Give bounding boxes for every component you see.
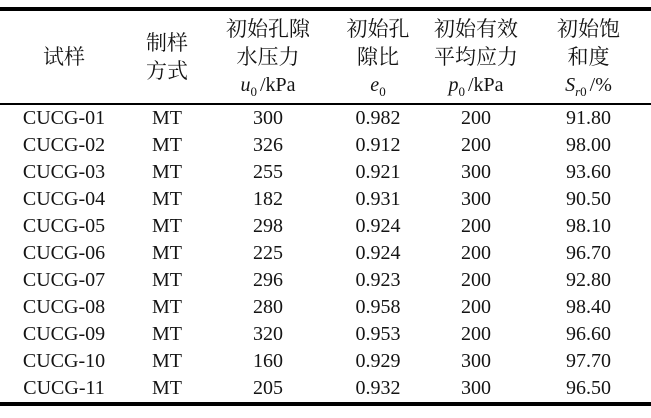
- cell-initial-pore-pressure: 225: [253, 242, 283, 264]
- cell-initial-mean-stress: 300: [461, 161, 491, 183]
- cell-initial-mean-stress: 200: [461, 215, 491, 237]
- cell-initial-pore-pressure: 320: [253, 323, 283, 345]
- cell-prep-method: MT: [152, 350, 182, 372]
- cell-initial-mean-stress: 200: [461, 107, 491, 129]
- cell-initial-mean-stress: 200: [461, 269, 491, 291]
- cell-specimen: CUCG-11: [23, 377, 105, 399]
- cell-initial-pore-pressure: 160: [253, 350, 283, 372]
- cell-prep-method: MT: [152, 161, 182, 183]
- table-body: [0, 104, 651, 404]
- cell-initial-void-ratio: 0.929: [355, 350, 401, 372]
- cell-initial-pore-pressure: 300: [253, 107, 283, 129]
- cell-initial-saturation: 96.50: [566, 377, 611, 399]
- cell-initial-void-ratio: 0.958: [355, 296, 401, 318]
- table-row: [0, 159, 651, 186]
- header-symbol: $S_{r0}$ /%: [565, 74, 612, 99]
- cell-specimen: CUCG-03: [22, 161, 106, 183]
- cell-prep-method: MT: [152, 107, 182, 129]
- table-row: [0, 186, 651, 213]
- cell-prep-method: MT: [152, 242, 182, 264]
- column-header-specimen: [0, 9, 128, 104]
- header-symbol: $p_0$ /kPa: [448, 74, 504, 99]
- initial-conditions-table: [0, 7, 651, 406]
- cell-initial-void-ratio: 0.924: [355, 215, 401, 237]
- column-header-initial-void-ratio: [330, 9, 426, 104]
- table-row: [0, 104, 651, 132]
- cell-prep-method: MT: [152, 215, 182, 237]
- cell-initial-void-ratio: 0.924: [355, 242, 401, 264]
- cell-specimen: CUCG-09: [22, 323, 106, 345]
- header-text: 方式: [146, 59, 188, 83]
- cell-specimen: CUCG-04: [22, 188, 106, 210]
- cell-initial-saturation: 91.80: [566, 107, 611, 129]
- cell-initial-pore-pressure: 326: [253, 134, 283, 156]
- cell-initial-pore-pressure: 255: [253, 161, 283, 183]
- cell-specimen: CUCG-05: [22, 215, 106, 237]
- table-row: [0, 267, 651, 294]
- cell-specimen: CUCG-06: [22, 242, 106, 264]
- cell-initial-void-ratio: 0.921: [355, 161, 401, 183]
- cell-initial-void-ratio: 0.931: [355, 188, 401, 210]
- cell-initial-void-ratio: 0.923: [355, 269, 401, 291]
- header-text: 试样: [43, 45, 85, 69]
- header-text: 水压力: [236, 45, 300, 69]
- cell-initial-mean-stress: 300: [461, 188, 491, 210]
- header-text: 初始饱: [557, 17, 620, 41]
- cell-initial-mean-stress: 300: [461, 350, 491, 372]
- cell-initial-void-ratio: 0.912: [355, 134, 401, 156]
- cell-initial-saturation: 92.80: [566, 269, 611, 291]
- table-row: [0, 375, 651, 404]
- cell-initial-mean-stress: 200: [461, 242, 491, 264]
- cell-specimen: CUCG-01: [22, 107, 106, 129]
- cell-initial-pore-pressure: 205: [253, 377, 283, 399]
- header-text: 初始孔隙: [226, 17, 310, 41]
- table-row: [0, 240, 651, 267]
- cell-prep-method: MT: [152, 377, 182, 399]
- table-wrapper: [0, 7, 651, 406]
- column-header-initial-pore-pressure: [206, 9, 330, 104]
- header-text: 制样: [146, 31, 188, 55]
- column-header-initial-saturation: [526, 9, 651, 104]
- cell-initial-pore-pressure: 298: [253, 215, 283, 237]
- header-symbol: $u_0$ /kPa: [240, 74, 296, 99]
- cell-initial-mean-stress: 300: [461, 377, 491, 399]
- cell-initial-pore-pressure: 296: [253, 269, 283, 291]
- header-row: [0, 9, 651, 104]
- table-row: [0, 213, 651, 240]
- cell-prep-method: MT: [152, 296, 182, 318]
- table-header: [0, 9, 651, 104]
- cell-specimen: CUCG-08: [22, 296, 106, 318]
- cell-initial-pore-pressure: 280: [253, 296, 283, 318]
- cell-specimen: CUCG-02: [22, 134, 106, 156]
- header-text: 初始孔: [346, 17, 410, 41]
- cell-initial-void-ratio: 0.932: [355, 377, 401, 399]
- cell-initial-saturation: 98.10: [566, 215, 611, 237]
- header-text: 和度: [567, 45, 610, 69]
- cell-prep-method: MT: [152, 323, 182, 345]
- cell-initial-saturation: 97.70: [566, 350, 611, 372]
- table-row: [0, 348, 651, 375]
- table-row: [0, 294, 651, 321]
- column-header-initial-mean-stress: [426, 9, 526, 104]
- cell-initial-mean-stress: 200: [461, 134, 491, 156]
- cell-initial-saturation: 98.00: [566, 134, 611, 156]
- column-header-prep-method: [128, 9, 206, 104]
- cell-initial-saturation: 93.60: [566, 161, 611, 183]
- cell-initial-saturation: 98.40: [566, 296, 611, 318]
- cell-initial-void-ratio: 0.953: [355, 323, 401, 345]
- cell-initial-void-ratio: 0.982: [355, 107, 401, 129]
- header-text: 平均应力: [434, 45, 518, 69]
- cell-prep-method: MT: [152, 269, 182, 291]
- cell-prep-method: MT: [152, 188, 182, 210]
- header-text: 初始有效: [434, 17, 518, 41]
- cell-prep-method: MT: [152, 134, 182, 156]
- cell-initial-mean-stress: 200: [461, 323, 491, 345]
- cell-initial-saturation: 96.70: [566, 242, 611, 264]
- table-row: [0, 132, 651, 159]
- header-symbol: $e_0$: [370, 74, 386, 99]
- table-row: [0, 321, 651, 348]
- cell-specimen: CUCG-10: [22, 350, 106, 372]
- cell-specimen: CUCG-07: [22, 269, 106, 291]
- cell-initial-pore-pressure: 182: [253, 188, 283, 210]
- cell-initial-saturation: 90.50: [566, 188, 611, 210]
- header-text: 隙比: [357, 45, 399, 69]
- cell-initial-saturation: 96.60: [566, 323, 611, 345]
- cell-initial-mean-stress: 200: [461, 296, 491, 318]
